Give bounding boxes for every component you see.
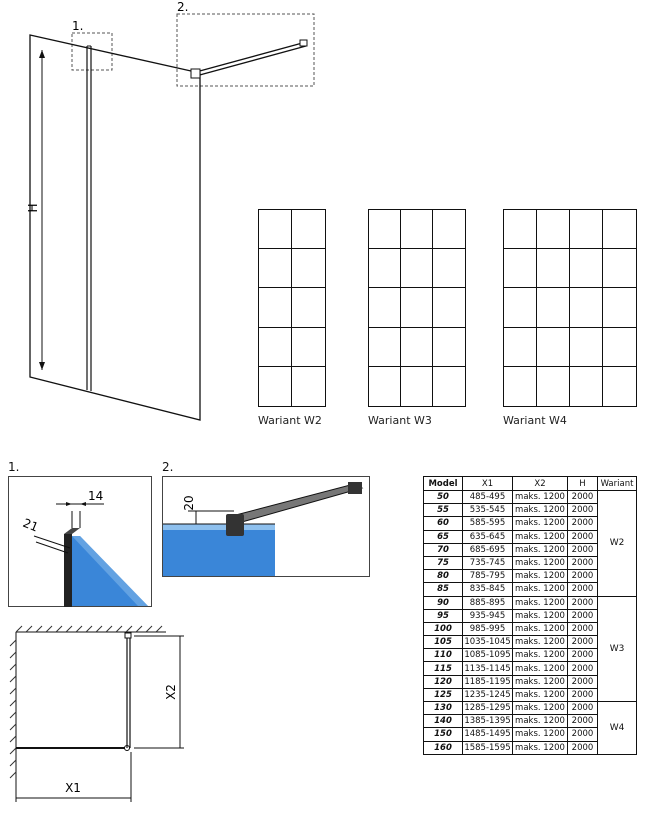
cell-h: 2000 bbox=[568, 609, 598, 622]
cell-model: 65 bbox=[424, 530, 463, 543]
cell-model: 120 bbox=[424, 675, 463, 688]
cell-h: 2000 bbox=[568, 675, 598, 688]
variant-w3-label: Wariant W3 bbox=[368, 414, 432, 427]
cell-x1: 1235-1245 bbox=[464, 689, 511, 700]
cell-x1: 585-595 bbox=[463, 517, 513, 530]
cell-x2: maks. 1200 bbox=[513, 583, 568, 596]
cell-x2: maks. 1200 bbox=[513, 741, 568, 754]
header-model: Model bbox=[424, 477, 463, 491]
cell-x1: 635-645 bbox=[463, 530, 513, 543]
cell-model: 60 bbox=[424, 517, 463, 530]
cell-h: 2000 bbox=[568, 662, 598, 675]
cell-x2: maks. 1200 bbox=[513, 504, 568, 517]
variant-w4-label: Wariant W4 bbox=[503, 414, 567, 427]
cell-h: 2000 bbox=[568, 649, 598, 662]
cell-h: 2000 bbox=[568, 517, 598, 530]
dim-x1-label: X1 bbox=[65, 781, 81, 795]
dim-x2-label: X2 bbox=[164, 684, 178, 700]
cell-x2: maks. 1200 bbox=[513, 702, 568, 715]
cell-h: 2000 bbox=[568, 636, 598, 649]
cell-model: 75 bbox=[424, 556, 463, 569]
detail-2-drawing bbox=[162, 476, 370, 577]
cell-h: 2000 bbox=[568, 543, 598, 556]
cell-x1: 1135-1145 bbox=[464, 663, 511, 674]
cell-x1: 1585-1595 bbox=[464, 742, 511, 753]
cell-x2: maks. 1200 bbox=[513, 596, 568, 609]
detail-2-glass bbox=[163, 524, 275, 576]
cell-x1: 885-895 bbox=[463, 596, 513, 609]
cell-model: 160 bbox=[424, 741, 463, 754]
cell-h: 2000 bbox=[568, 504, 598, 517]
cell-x1: 535-545 bbox=[463, 504, 513, 517]
cell-h: 2000 bbox=[568, 530, 598, 543]
cell-h: 2000 bbox=[568, 715, 598, 728]
cell-x2: maks. 1200 bbox=[513, 728, 568, 741]
plan-view-drawing bbox=[0, 620, 200, 826]
cell-model: 85 bbox=[424, 583, 463, 596]
cell-h: 2000 bbox=[568, 583, 598, 596]
table-row bbox=[424, 702, 637, 715]
cell-x2: maks. 1200 bbox=[513, 688, 568, 701]
dim-20-label: 20 bbox=[182, 495, 196, 511]
cell-x1: 935-945 bbox=[463, 609, 513, 622]
stabilizing-bar bbox=[196, 42, 306, 72]
cell-h: 2000 bbox=[568, 741, 598, 754]
variant-w3-grid bbox=[368, 209, 466, 407]
header-x1: X1 bbox=[463, 477, 513, 491]
spec-table bbox=[423, 476, 637, 755]
cell-h: 2000 bbox=[568, 688, 598, 701]
header-h: H bbox=[568, 477, 598, 491]
detail-1-drawing bbox=[8, 476, 152, 607]
detail-1-label: 1. bbox=[8, 460, 20, 474]
cell-x2: maks. 1200 bbox=[513, 649, 568, 662]
cell-model: 55 bbox=[424, 504, 463, 517]
cell-h: 2000 bbox=[568, 702, 598, 715]
cell-x2: maks. 1200 bbox=[513, 491, 568, 504]
dim-14-label: 14 bbox=[88, 489, 104, 503]
cell-x1: 685-695 bbox=[463, 543, 513, 556]
detail-2-label: 2. bbox=[162, 460, 174, 474]
cell-x2: maks. 1200 bbox=[513, 715, 568, 728]
cell-x2: maks. 1200 bbox=[513, 609, 568, 622]
cell-model: 140 bbox=[424, 715, 463, 728]
detail-2-clamp bbox=[226, 514, 244, 536]
cell-x1: 985-995 bbox=[463, 622, 513, 635]
cell-x1: 1085-1095 bbox=[464, 650, 511, 661]
variant-w2-grid bbox=[258, 209, 326, 407]
table-row bbox=[424, 596, 637, 609]
header-variant: Wariant bbox=[598, 477, 637, 491]
glass-panel-outline bbox=[30, 35, 200, 420]
cell-h: 2000 bbox=[568, 728, 598, 741]
cell-model: 80 bbox=[424, 570, 463, 583]
height-label: H bbox=[26, 203, 40, 213]
cell-model: 115 bbox=[424, 662, 463, 675]
cell-variant: W4 bbox=[598, 702, 637, 755]
cell-x1: 835-845 bbox=[463, 583, 513, 596]
detail-1-profile bbox=[64, 534, 72, 607]
cell-x2: maks. 1200 bbox=[513, 636, 568, 649]
callout-2-label: 2. bbox=[177, 0, 189, 14]
cell-x1: 1485-1495 bbox=[464, 729, 511, 740]
cell-x2: maks. 1200 bbox=[513, 556, 568, 569]
cell-x1: 785-795 bbox=[463, 570, 513, 583]
cell-x1: 1185-1195 bbox=[464, 676, 511, 687]
cell-x1: 1385-1395 bbox=[464, 716, 511, 727]
cell-model: 95 bbox=[424, 609, 463, 622]
cell-variant: W3 bbox=[598, 596, 637, 702]
cell-model: 50 bbox=[424, 491, 463, 504]
cell-x2: maks. 1200 bbox=[513, 570, 568, 583]
cell-model: 130 bbox=[424, 702, 463, 715]
cell-h: 2000 bbox=[568, 556, 598, 569]
variant-w2-label: Wariant W2 bbox=[258, 414, 322, 427]
cell-x2: maks. 1200 bbox=[513, 622, 568, 635]
cell-variant: W2 bbox=[598, 491, 637, 597]
header-x2: X2 bbox=[513, 477, 568, 491]
cell-h: 2000 bbox=[568, 596, 598, 609]
cell-x2: maks. 1200 bbox=[513, 517, 568, 530]
callout-1-label: 1. bbox=[72, 19, 84, 33]
cell-x2: maks. 1200 bbox=[513, 675, 568, 688]
table-row bbox=[424, 491, 637, 504]
cell-h: 2000 bbox=[568, 570, 598, 583]
cell-model: 110 bbox=[424, 649, 463, 662]
cell-model: 90 bbox=[424, 596, 463, 609]
cell-x1: 485-495 bbox=[463, 491, 513, 504]
cell-model: 125 bbox=[424, 688, 463, 701]
cell-x2: maks. 1200 bbox=[513, 543, 568, 556]
cell-x1: 735-745 bbox=[463, 556, 513, 569]
cell-model: 70 bbox=[424, 543, 463, 556]
cell-model: 100 bbox=[424, 622, 463, 635]
cell-h: 2000 bbox=[568, 622, 598, 635]
cell-model: 150 bbox=[424, 728, 463, 741]
cell-model: 105 bbox=[424, 636, 463, 649]
cell-h: 2000 bbox=[568, 491, 598, 504]
cell-x1: 1035-1045 bbox=[464, 637, 511, 648]
variant-w4-grid bbox=[503, 209, 637, 407]
dim-21-label: 21 bbox=[20, 515, 41, 535]
table-header-row bbox=[424, 477, 637, 491]
cell-x1: 1285-1295 bbox=[464, 703, 511, 714]
cell-x2: maks. 1200 bbox=[513, 662, 568, 675]
cell-x2: maks. 1200 bbox=[513, 530, 568, 543]
